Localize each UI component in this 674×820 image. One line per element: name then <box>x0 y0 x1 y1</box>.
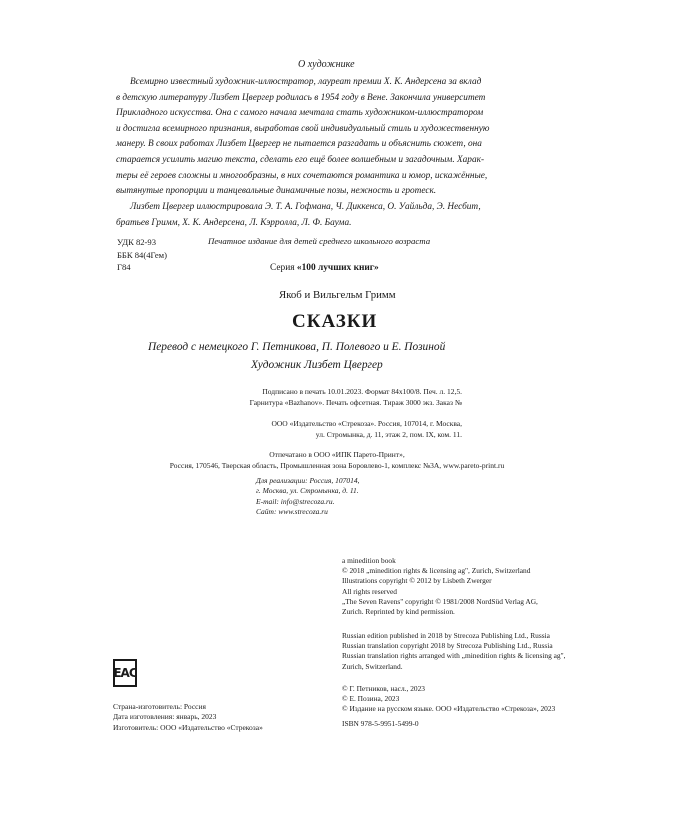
text-line: Прикладного искусства. Она с самого начала мечтала стать художником-иллюстратором <box>116 108 484 119</box>
text-line: теры её героев сложны и многообразны, в них сочетаются романтика и юмор, искажённые, <box>116 170 488 181</box>
text-line: братьев Гримм, Х. К. Андерсена, Л. Кэрролла, Л. Ф. Баума. <box>116 217 352 228</box>
copyright-line: a minedition book <box>342 556 396 565</box>
text-line: манеру. В своих работах Лизбет Цвергер не пытается разгадать и объяснить сюжет, она <box>116 139 482 150</box>
text-line: Всемирно известный художник-иллюстратор, лауреат премии Х. К. Андерсена за вклад <box>130 77 482 87</box>
about-heading: О художнике <box>298 59 355 70</box>
sales-line: E-mail: info@strecoza.ru. <box>256 496 335 506</box>
eac-mark <box>113 659 137 687</box>
text-line: и достигла всемирного признания, выработав свой индивидуальный стиль и художественную <box>116 123 490 134</box>
copyright-line: Russian translation copyright 2018 by Strecoza Publishing Ltd., Russia <box>342 641 553 651</box>
sales-info <box>256 476 360 517</box>
classification-codes <box>117 236 167 274</box>
printer-line: Россия, 170546, Тверская область, Промышленная зона Боровлево-1, комплекс №3А, www.pareto-print.ru <box>169 460 505 470</box>
series-name: «100 лучших книг» <box>296 263 379 273</box>
publisher-info <box>190 419 462 440</box>
print-info <box>190 387 462 408</box>
manufacturer-line: Изготовитель: ООО «Издательство «Стрекоза» <box>113 722 263 732</box>
copyright-group-1 <box>342 556 538 617</box>
audience-note: Печатное издание для детей среднего школьного возраста <box>208 236 431 246</box>
about-paragraph-2 <box>116 200 556 231</box>
copyright-line: „The Seven Ravens" copyright © 1981/2008 NordSüd Verlag AG, <box>342 596 538 606</box>
translation-credit: Перевод с немецкого Г. Петникова, П. Полевого и Е. Позиной <box>148 341 446 353</box>
isbn: ISBN 978-5-9951-5499-0 <box>342 718 419 728</box>
print-info-line: Гарнитура «Bazhanov». Печать офсетная. Тираж 3000 экз. Заказ № <box>249 397 462 407</box>
book-author: Якоб и Вильгельм Гримм <box>279 289 396 301</box>
udk-code: УДК 82-93 <box>117 237 157 247</box>
illustrator-credit: Художник Лизбет Цвергер <box>251 359 383 371</box>
copyright-line: Russian translation rights arranged with „minedition rights & licensing ag", <box>342 651 566 661</box>
copyright-line: © 2018 „minedition rights & licensing ag", Zurich, Switzerland <box>342 566 531 576</box>
series-line <box>270 263 379 273</box>
text-line: Лизбет Цвергер иллюстрировала Э. Т. А. Гофмана, Ч. Диккенса, О. Уайльда, Э. Несбит, <box>130 202 481 212</box>
copyright-line: © Е. Позина, 2023 <box>342 694 400 704</box>
sales-line: Сайт: www.strecoza.ru <box>256 506 328 516</box>
manufacturer-line: Дата изготовления: январь, 2023 <box>113 712 217 722</box>
series-prefix: Серия <box>270 263 297 273</box>
book-title: СКАЗКИ <box>292 311 378 332</box>
copyright-line: All rights reserved <box>342 586 398 596</box>
text-line: вытянутые пропорции и танцевальные динамичные позы, нежность и гротеск. <box>116 186 437 197</box>
print-info-line: Подписано в печать 10.01.2023. Формат 84x100/8. Печ. л. 12,5. <box>262 387 462 396</box>
copyright-line: © Г. Петников, насл., 2023 <box>342 684 425 693</box>
text-line: в детскую литературу Лизбет Цвергер родилась в 1954 году в Вене. Закончила университет <box>116 92 486 103</box>
bbk-code: ББК 84(4Гем) <box>117 249 167 260</box>
sales-line: г. Москва, ул. Стромынка, д. 11. <box>256 486 359 496</box>
printer-line: Отпечатано в ООО «ИПК Парето-Принт», <box>269 450 405 459</box>
sales-line: Для реализации: Россия, 107014, <box>256 476 360 485</box>
author-mark: Г84 <box>117 262 131 272</box>
copyright-group-2 <box>342 631 565 672</box>
copyright-line: Illustrations copyright © 2012 by Lisbeth Zwerger <box>342 576 492 586</box>
copyright-line: Zurich, Switzerland. <box>342 661 403 671</box>
eac-mark-label: EAC <box>113 666 137 680</box>
publisher-line: ООО «Издательство «Стрекоза». Россия, 107014, г. Москва, <box>271 419 462 428</box>
about-paragraph-1 <box>116 75 556 200</box>
copyright-line: © Издание на русском языке. ООО «Издательство «Стрекоза», 2023 <box>342 704 556 714</box>
copyright-line: Russian edition published in 2018 by Strecoza Publishing Ltd., Russia <box>342 631 550 640</box>
copyright-line: Zurich. Reprinted by kind permission. <box>342 607 455 617</box>
copyright-group-3 <box>342 684 555 729</box>
printer-info <box>110 450 564 471</box>
manufacturer-line: Страна-изготовитель: Россия <box>113 702 206 711</box>
text-line: старается усилить магию текста, сделать его ещё более волшебным и загадочным. Харак- <box>116 154 485 165</box>
manufacturer-info <box>113 702 263 733</box>
publisher-line: ул. Стромынка, д. 11, этаж 2, пом. IX, ком. 11. <box>315 429 462 439</box>
